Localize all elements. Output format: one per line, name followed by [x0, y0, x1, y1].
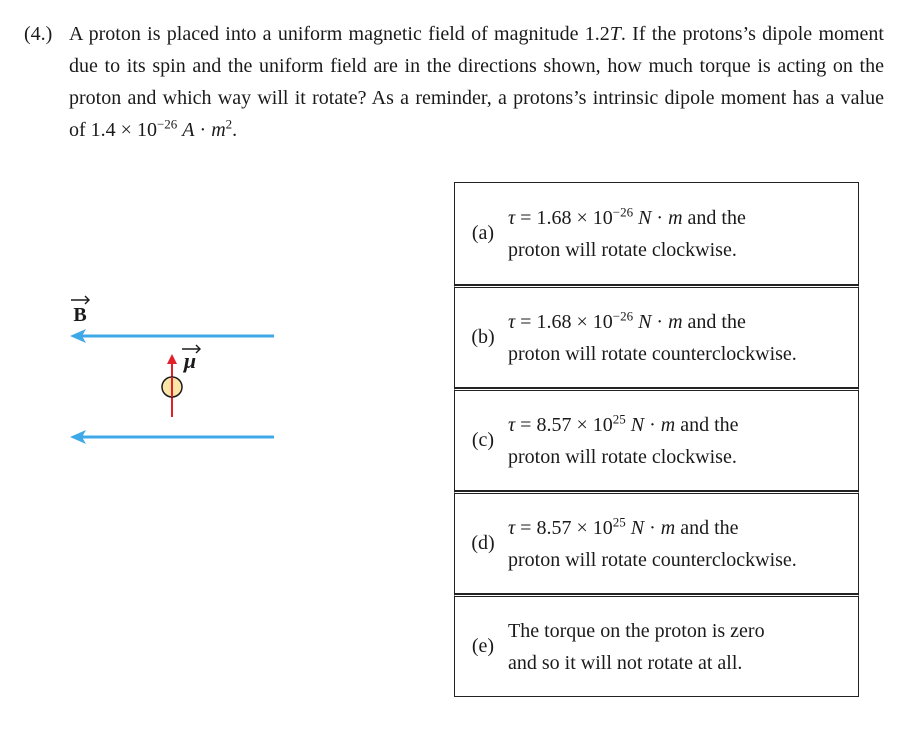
dipole-exponent: −26	[156, 116, 178, 132]
unit-newton: N	[630, 413, 645, 436]
choice-d-text	[508, 512, 803, 576]
choice-e-label: (e)	[471, 635, 495, 657]
choice-d-line2: proton will rotate counterclockwise.	[508, 548, 797, 571]
choice-e[interactable]	[454, 594, 859, 697]
choice-c-exponent: 25	[612, 410, 626, 426]
choice-a-label: (a)	[471, 222, 495, 244]
unit-dot: ·	[651, 310, 669, 333]
mu-label	[182, 345, 200, 373]
choice-d[interactable]	[454, 491, 859, 594]
mu-label-text: μ	[183, 348, 197, 373]
unit-meter: m	[668, 310, 683, 333]
field-diagram-svg	[60, 290, 290, 460]
choice-d-value: = 8.57 × 10	[515, 516, 613, 539]
answer-choices	[454, 182, 859, 697]
choice-b[interactable]	[454, 285, 859, 388]
tau-symbol: τ	[508, 310, 516, 333]
b-label-text: B	[73, 304, 87, 326]
question-block	[24, 18, 884, 146]
field-line-bottom	[70, 430, 274, 444]
unit-dot: ·	[644, 413, 661, 436]
choice-d-tail: and the	[675, 516, 739, 539]
choice-b-label: (b)	[471, 326, 495, 348]
choice-b-value: = 1.68 × 10	[515, 310, 613, 333]
choice-c-tail: and the	[675, 413, 739, 436]
unit-meter: m	[211, 119, 226, 141]
choice-a-exponent: −26	[612, 203, 634, 219]
choice-a-line2: proton will rotate clockwise.	[508, 238, 737, 261]
choice-e-line2: and so it will not rotate at all.	[508, 651, 743, 674]
choice-e-text	[508, 615, 771, 679]
unit-dot: ·	[194, 119, 212, 141]
tau-symbol: τ	[508, 206, 516, 229]
choice-d-label: (d)	[471, 532, 495, 554]
unit-ampere: A	[182, 119, 195, 141]
question-end: .	[232, 119, 238, 141]
choice-a-text	[508, 202, 752, 266]
tau-symbol: τ	[508, 516, 516, 539]
choice-b-line2: proton will rotate counterclockwise.	[508, 342, 797, 365]
choice-a-value: = 1.68 × 10	[515, 206, 613, 229]
field-diagram	[60, 290, 290, 460]
question-text-part1: A proton is placed into a uniform magnetic field of magnitude 1.2	[69, 23, 610, 45]
field-unit: T	[609, 23, 621, 45]
choice-b-exponent: −26	[612, 307, 634, 323]
choice-b-tail: and the	[682, 310, 746, 333]
question-text-part2: . If the protons’s dipole moment due to its spin and the uniform field are in the directions shown, how much torque is acting on the proton and which way will it rotate? As a reminder, a protons’s intrinsic dipole moment has a value of 1.4 × 10	[69, 23, 884, 141]
choice-c-text	[508, 409, 745, 473]
choice-a-tail: and the	[682, 206, 746, 229]
unit-newton: N	[638, 206, 652, 229]
unit-dot: ·	[644, 516, 661, 539]
unit-meter-exponent: 2	[225, 116, 233, 132]
question-number: (4.)	[24, 23, 53, 45]
unit-dot: ·	[651, 206, 669, 229]
choice-e-line1: The torque on the proton is zero	[508, 619, 765, 642]
question-text	[69, 18, 884, 146]
unit-meter: m	[668, 206, 683, 229]
unit-newton: N	[638, 310, 652, 333]
unit-meter: m	[660, 413, 676, 436]
field-line-top	[70, 329, 274, 343]
choice-c[interactable]	[454, 388, 859, 491]
choice-d-exponent: 25	[612, 513, 626, 529]
choice-a[interactable]	[454, 182, 859, 285]
choice-c-label: (c)	[471, 429, 495, 451]
unit-meter: m	[660, 516, 676, 539]
choice-c-value: = 8.57 × 10	[515, 413, 613, 436]
b-field-label	[71, 296, 89, 326]
tau-symbol: τ	[508, 413, 516, 436]
unit-newton: N	[630, 516, 645, 539]
choice-c-line2: proton will rotate clockwise.	[508, 445, 737, 468]
choice-b-text	[508, 306, 803, 370]
